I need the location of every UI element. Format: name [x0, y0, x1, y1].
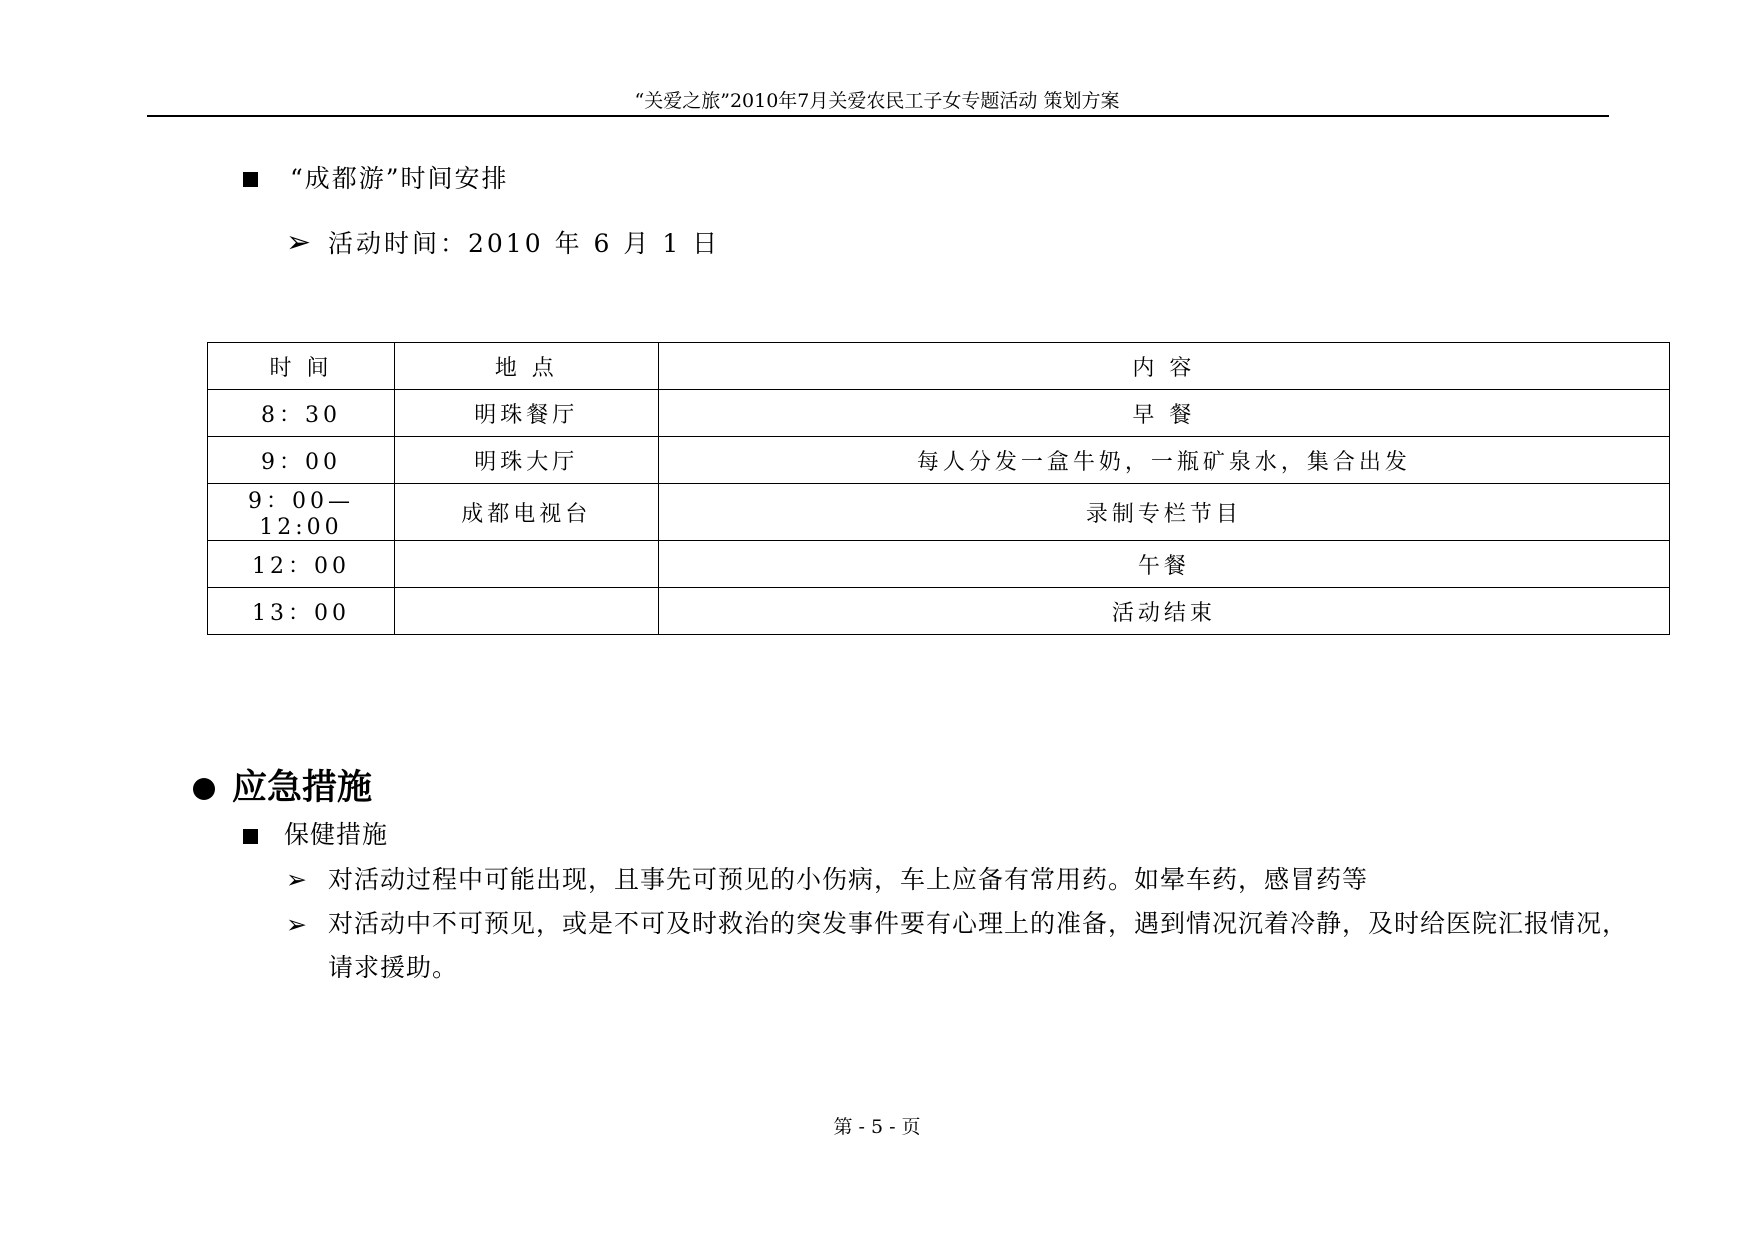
- column-header-time: 时 间: [208, 343, 395, 390]
- tour-section-title: “成都游”时间安排: [290, 164, 509, 193]
- schedule-table: [207, 342, 1670, 635]
- page-number: 第 - 5 - 页: [833, 1116, 921, 1138]
- activity-date-line: 活动时间：2010 年 6 月 1 日: [328, 229, 721, 258]
- round-bullet-icon: [193, 778, 215, 800]
- cell-time: 12：00: [208, 541, 395, 588]
- table-row: [208, 541, 1670, 588]
- cell-time: 9：00: [208, 437, 395, 484]
- square-bullet-icon: [243, 829, 258, 844]
- table-row: [208, 390, 1670, 437]
- cell-time: 9：00—12:00: [208, 484, 395, 541]
- column-header-content: 内 容: [658, 343, 1669, 390]
- page-header-title: “关爱之旅”2010年7月关爱农民工子女专题活动 策划方案: [634, 90, 1120, 112]
- cell-time: 13：00: [208, 588, 395, 635]
- cell-content: 活动结束: [658, 588, 1669, 635]
- cell-content: 录制专栏节目: [658, 484, 1669, 541]
- table-row: [208, 484, 1670, 541]
- cell-content: 早 餐: [658, 390, 1669, 437]
- header-divider: [147, 115, 1609, 117]
- health-measures-subheading: 保健措施: [284, 820, 389, 849]
- table-row: [208, 588, 1670, 635]
- table-row: [208, 437, 1670, 484]
- arrow-bullet-icon: ➢: [286, 225, 312, 260]
- column-header-place: 地 点: [394, 343, 658, 390]
- arrow-bullet-icon: ➢: [286, 910, 307, 939]
- cell-content: 每人分发一盒牛奶，一瓶矿泉水，集合出发: [658, 437, 1669, 484]
- arrow-bullet-icon: ➢: [286, 865, 307, 894]
- cell-place: [394, 541, 658, 588]
- cell-place: 明珠大厅: [394, 437, 658, 484]
- cell-place: 明珠餐厅: [394, 390, 658, 437]
- cell-time: 8：30: [208, 390, 395, 437]
- emergency-item: 对活动中不可预见，或是不可及时救治的突发事件要有心理上的准备，遇到情况沉着冷静，及时给医院汇报情况，请求援助。: [328, 909, 1629, 982]
- cell-place: [394, 588, 658, 635]
- cell-content: 午餐: [658, 541, 1669, 588]
- emergency-item: 对活动过程中可能出现，且事先可预见的小伤病，车上应备有常用药。如晕车药，感冒药等: [328, 865, 1369, 894]
- square-bullet-icon: [243, 172, 258, 187]
- cell-place: 成都电视台: [394, 484, 658, 541]
- emergency-heading: 应急措施: [232, 768, 373, 808]
- table-header-row: [208, 343, 1670, 390]
